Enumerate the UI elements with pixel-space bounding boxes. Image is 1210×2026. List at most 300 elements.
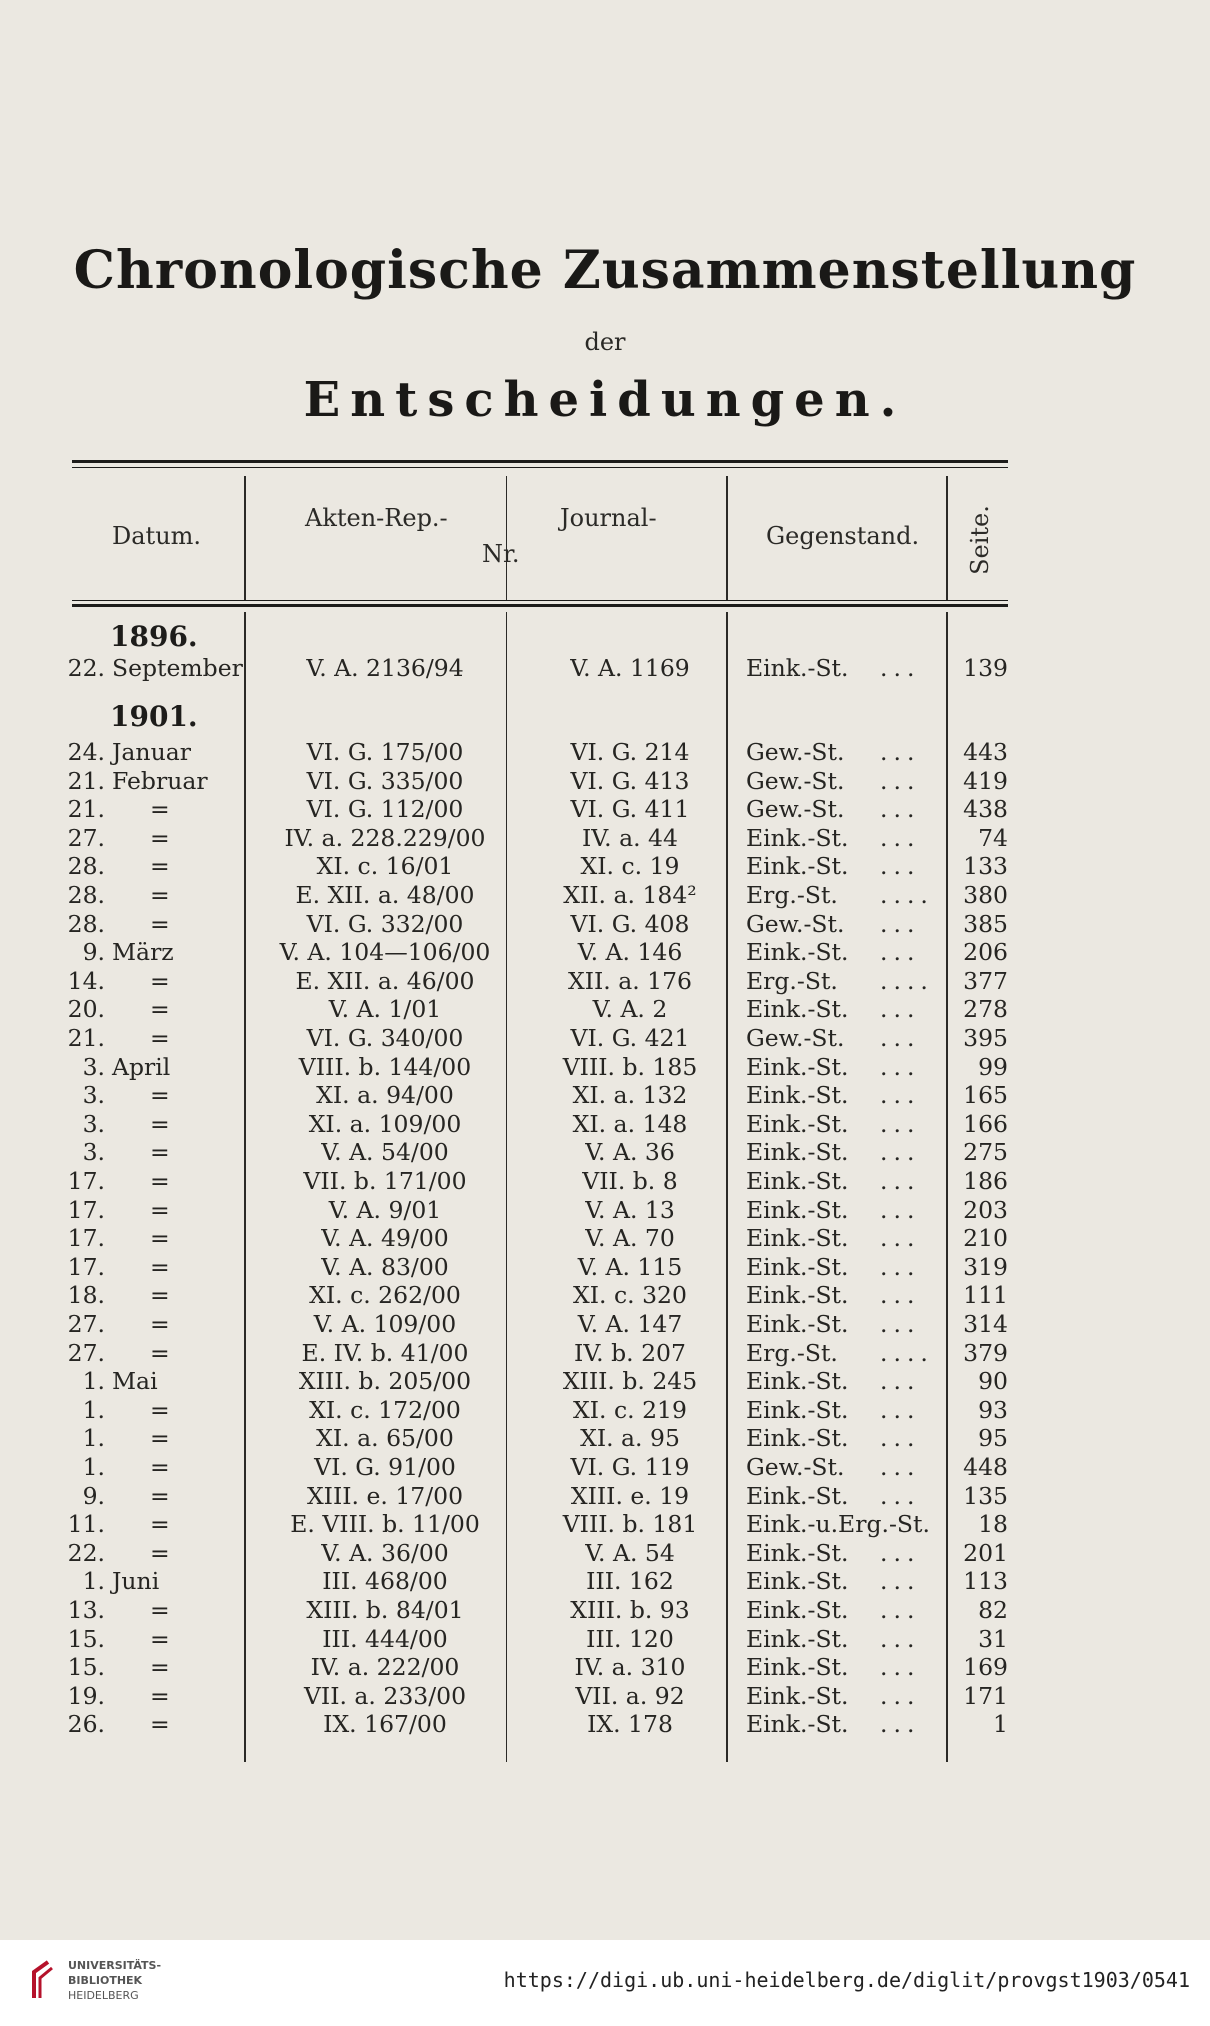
row-day: 3.	[82, 1052, 105, 1081]
row-gegenstand: Eink.-St.	[746, 1252, 849, 1281]
row-day: 21.	[67, 795, 105, 824]
row-day: 27.	[67, 1310, 105, 1338]
header-nr: Nr.	[482, 540, 520, 568]
row-akten-nr: XIII. b. 84/01	[306, 1596, 464, 1624]
row-month: =	[150, 995, 170, 1024]
row-akten-nr: XIII. e. 17/00	[306, 1481, 464, 1510]
row-gegenstand: Erg.-St.	[746, 1338, 838, 1367]
row-leader-dots: ...	[880, 852, 921, 881]
row-leader-dots: ...	[880, 766, 921, 795]
row-day: 1.	[82, 1424, 105, 1453]
table-row	[0, 1024, 1210, 1052]
row-journal-nr: V. A. 115	[577, 1252, 683, 1281]
row-journal-nr: VII. b. 8	[582, 1167, 678, 1195]
row-journal-nr: V. A. 1169	[570, 654, 690, 682]
header-journal: Journal-	[560, 504, 657, 532]
row-leader-dots: ...	[880, 795, 921, 824]
row-leader-dots: ...	[880, 1481, 921, 1510]
row-akten-nr: VI. G. 175/00	[306, 738, 464, 766]
row-gegenstand: Eink.-St.	[746, 1109, 849, 1138]
row-gegenstand: Erg.-St.	[746, 966, 838, 995]
row-day: 15.	[67, 1624, 105, 1653]
table-row	[0, 1081, 1210, 1109]
row-day: 22.	[67, 654, 105, 682]
row-gegenstand: Eink.-St.	[746, 654, 849, 682]
row-journal-nr: XI. a. 95	[580, 1424, 680, 1453]
row-gegenstand: Erg.-St.	[746, 881, 838, 909]
row-month: =	[150, 1510, 170, 1539]
row-month: =	[150, 966, 170, 995]
row-leader-dots: ....	[880, 881, 934, 909]
header-seite: Seite.	[966, 505, 994, 575]
row-month: =	[150, 1624, 170, 1653]
row-seite: 385	[963, 909, 1008, 938]
table-row	[0, 1396, 1210, 1424]
row-seite: 95	[978, 1424, 1008, 1453]
page-title: Chronologische Zusammenstellung	[73, 240, 1137, 301]
row-seite: 186	[963, 1167, 1008, 1195]
row-akten-nr: E. IV. b. 41/00	[301, 1338, 469, 1367]
row-leader-dots: ...	[880, 1195, 921, 1224]
row-leader-dots: ...	[880, 1681, 921, 1710]
row-journal-nr: XII. a. 184²	[563, 881, 697, 909]
row-leader-dots: ...	[880, 1596, 921, 1624]
table-row	[0, 1281, 1210, 1309]
row-journal-nr: VI. G. 119	[570, 1453, 690, 1481]
header-divider-2	[506, 476, 507, 600]
row-month: =	[150, 1252, 170, 1281]
row-seite: 203	[963, 1195, 1008, 1224]
header-datum: Datum.	[112, 522, 202, 550]
row-leader-dots: ...	[880, 1081, 921, 1110]
table-row	[0, 1453, 1210, 1481]
row-leader-dots: ...	[880, 1653, 921, 1682]
row-gegenstand: Eink.-St.	[746, 1710, 849, 1739]
row-day: 28.	[67, 909, 105, 938]
row-leader-dots: ...	[880, 1538, 921, 1567]
table-row	[0, 938, 1210, 966]
row-day: 3.	[82, 1138, 105, 1167]
row-gegenstand: Gew.-St.	[746, 795, 845, 824]
row-day: 3.	[82, 1081, 105, 1110]
row-akten-nr: XI. a. 109/00	[308, 1109, 462, 1138]
table-row	[0, 767, 1210, 795]
table-row	[0, 881, 1210, 909]
row-month: =	[150, 881, 170, 909]
row-month: April	[112, 1052, 171, 1081]
row-month: =	[150, 1481, 170, 1510]
row-journal-nr: VIII. b. 181	[562, 1510, 698, 1539]
row-month: =	[150, 1167, 170, 1195]
row-akten-nr: XI. c. 172/00	[309, 1395, 461, 1424]
row-leader-dots: ...	[880, 909, 921, 938]
row-gegenstand: Eink.-St.	[746, 1481, 849, 1510]
row-seite: 278	[963, 995, 1008, 1024]
row-month: =	[150, 1081, 170, 1110]
row-journal-nr: VI. G. 413	[570, 766, 690, 795]
row-akten-nr: XI. c. 16/01	[316, 852, 454, 881]
row-month: Juni	[112, 1567, 160, 1596]
row-day: 21.	[67, 1024, 105, 1052]
row-seite: 377	[963, 966, 1008, 995]
row-gegenstand: Eink.-St.	[746, 823, 849, 852]
row-journal-nr: IV. a. 44	[582, 823, 678, 852]
row-gegenstand: Eink.-St.	[746, 1424, 849, 1453]
year-1896: 1896.	[110, 620, 198, 653]
row-akten-nr: E. XII. a. 46/00	[295, 966, 475, 995]
row-seite: 133	[963, 852, 1008, 881]
row-month: =	[150, 1395, 170, 1424]
row-akten-nr: III. 468/00	[322, 1567, 448, 1596]
logo-line-3: HEIDELBERG	[68, 1989, 139, 2002]
row-journal-nr: VI. G. 214	[570, 738, 690, 766]
row-seite: 165	[963, 1081, 1008, 1110]
row-gegenstand: Eink.-St.	[746, 1567, 849, 1596]
row-gegenstand: Eink.-u.Erg.-St.	[746, 1510, 930, 1539]
row-gegenstand: Eink.-St.	[746, 1224, 849, 1253]
table-row	[0, 1710, 1210, 1738]
row-seite: 99	[978, 1052, 1008, 1081]
row-akten-nr: V. A. 104—106/00	[279, 938, 491, 967]
row-leader-dots: ...	[880, 1624, 921, 1653]
row-leader-dots: ...	[880, 1109, 921, 1138]
row-day: 28.	[67, 852, 105, 881]
row-akten-nr: V. A. 49/00	[321, 1224, 449, 1253]
row-seite: 380	[963, 881, 1008, 909]
row-journal-nr: VII. a. 92	[575, 1681, 685, 1710]
row-gegenstand: Eink.-St.	[746, 1596, 849, 1624]
row-gegenstand: Gew.-St.	[746, 1453, 845, 1481]
row-akten-nr: XI. c. 262/00	[309, 1281, 461, 1310]
row-journal-nr: XI. a. 148	[572, 1109, 688, 1138]
header-gegenstand: Gegenstand.	[766, 522, 920, 550]
row-month: =	[150, 1138, 170, 1167]
row-month: =	[150, 852, 170, 881]
row-leader-dots: ...	[880, 1052, 921, 1081]
row-akten-nr: VI. G. 335/00	[306, 766, 464, 795]
row-month: =	[150, 795, 170, 824]
row-gegenstand: Eink.-St.	[746, 1367, 849, 1396]
row-leader-dots: ....	[880, 966, 934, 995]
row-leader-dots: ...	[880, 1252, 921, 1281]
row-day: 27.	[67, 823, 105, 852]
row-leader-dots: ....	[880, 1338, 934, 1367]
row-leader-dots: ...	[880, 1395, 921, 1424]
row-akten-nr: V. A. 54/00	[321, 1138, 449, 1167]
row-gegenstand: Eink.-St.	[746, 1195, 849, 1224]
row-month: =	[150, 1710, 170, 1739]
row-akten-nr: V. A. 36/00	[321, 1538, 449, 1567]
header-divider-1	[244, 476, 246, 600]
row-day: 1.	[82, 1367, 105, 1396]
table-row	[0, 1625, 1210, 1653]
table-row	[0, 852, 1210, 880]
logo-line-2: BIBLIOTHEK	[68, 1974, 143, 1987]
row-seite: 448	[963, 1453, 1008, 1481]
row-month: =	[150, 1424, 170, 1453]
row-day: 28.	[67, 881, 105, 909]
row-gegenstand: Eink.-St.	[746, 1138, 849, 1167]
row-seite: 169	[963, 1653, 1008, 1682]
row-day: 24.	[67, 738, 105, 766]
row-seite: 201	[963, 1538, 1008, 1567]
row-journal-nr: XI. a. 132	[572, 1081, 688, 1110]
table-row	[0, 1367, 1210, 1395]
row-day: 1.	[82, 1567, 105, 1596]
table-row	[0, 1653, 1210, 1681]
row-day: 20.	[67, 995, 105, 1024]
row-journal-nr: V. A. 54	[585, 1538, 675, 1567]
row-day: 1.	[82, 1453, 105, 1481]
row-gegenstand: Eink.-St.	[746, 1653, 849, 1682]
row-seite: 113	[963, 1567, 1008, 1596]
table-row	[0, 824, 1210, 852]
row-journal-nr: V. A. 147	[577, 1310, 683, 1338]
row-seite: 419	[963, 766, 1008, 795]
row-journal-nr: VI. G. 408	[570, 909, 690, 938]
row-akten-nr: IV. a. 228.229/00	[284, 823, 486, 852]
row-leader-dots: ...	[880, 1224, 921, 1253]
row-day: 27.	[67, 1338, 105, 1367]
table-row	[0, 795, 1210, 823]
row-leader-dots: ...	[880, 995, 921, 1024]
row-journal-nr: XIII. b. 93	[570, 1596, 690, 1624]
row-month: =	[150, 823, 170, 852]
row-seite: 395	[963, 1024, 1008, 1052]
row-month: =	[150, 1310, 170, 1338]
year-1901: 1901.	[110, 700, 198, 733]
row-journal-nr: VIII. b. 185	[562, 1052, 698, 1081]
table-row	[0, 1539, 1210, 1567]
row-gegenstand: Eink.-St.	[746, 1624, 849, 1653]
row-seite: 206	[963, 938, 1008, 967]
row-journal-nr: III. 120	[586, 1624, 674, 1653]
row-seite: 210	[963, 1224, 1008, 1253]
row-month: =	[150, 1024, 170, 1052]
row-seite: 111	[963, 1281, 1008, 1310]
row-leader-dots: ...	[880, 654, 921, 682]
row-gegenstand: Eink.-St.	[746, 1681, 849, 1710]
row-seite: 443	[963, 738, 1008, 766]
row-journal-nr: IX. 178	[587, 1710, 673, 1739]
row-journal-nr: XIII. e. 19	[570, 1481, 690, 1510]
row-akten-nr: VI. G. 91/00	[314, 1453, 456, 1481]
row-gegenstand: Eink.-St.	[746, 1538, 849, 1567]
row-day: 14.	[67, 966, 105, 995]
row-day: 9.	[82, 938, 105, 967]
row-akten-nr: VII. a. 233/00	[303, 1681, 467, 1710]
row-seite: 93	[978, 1395, 1008, 1424]
row-akten-nr: V. A. 2136/94	[306, 654, 464, 682]
row-journal-nr: IV. a. 310	[574, 1653, 686, 1682]
row-gegenstand: Eink.-St.	[746, 995, 849, 1024]
table-row	[0, 1310, 1210, 1338]
table-row	[0, 995, 1210, 1023]
row-leader-dots: ...	[880, 1424, 921, 1453]
table-row	[0, 1482, 1210, 1510]
table-row	[0, 1138, 1210, 1166]
row-akten-nr: V. A. 9/01	[328, 1195, 442, 1224]
row-journal-nr: XII. a. 176	[567, 966, 693, 995]
table-row	[0, 1510, 1210, 1538]
row-seite: 379	[963, 1338, 1008, 1367]
row-month: =	[150, 1681, 170, 1710]
row-day: 3.	[82, 1109, 105, 1138]
row-day: 22.	[67, 1538, 105, 1567]
row-month: =	[150, 1538, 170, 1567]
row-journal-nr: VI. G. 411	[570, 795, 690, 824]
library-logo-icon	[30, 1958, 68, 2002]
row-journal-nr: V. A. 13	[585, 1195, 675, 1224]
row-day: 26.	[67, 1710, 105, 1739]
row-akten-nr: IV. a. 222/00	[310, 1653, 460, 1682]
row-leader-dots: ...	[880, 738, 921, 766]
table-row	[0, 1596, 1210, 1624]
row-journal-nr: XI. c. 320	[573, 1281, 687, 1310]
row-leader-dots: ...	[880, 1167, 921, 1195]
row-gegenstand: Eink.-St.	[746, 1052, 849, 1081]
row-akten-nr: E. VIII. b. 11/00	[290, 1510, 480, 1539]
row-journal-nr: VI. G. 421	[570, 1024, 690, 1052]
row-day: 15.	[67, 1653, 105, 1682]
row-month: =	[150, 1224, 170, 1253]
row-journal-nr: V. A. 70	[585, 1224, 675, 1253]
row-day: 17.	[67, 1167, 105, 1195]
row-seite: 90	[978, 1367, 1008, 1396]
row-leader-dots: ...	[880, 1024, 921, 1052]
row-akten-nr: V. A. 83/00	[321, 1252, 449, 1281]
table-row	[0, 1253, 1210, 1281]
row-seite: 31	[978, 1624, 1008, 1653]
row-leader-dots: ...	[880, 823, 921, 852]
row-day: 17.	[67, 1252, 105, 1281]
row-leader-dots: ...	[880, 1567, 921, 1596]
row-day: 17.	[67, 1224, 105, 1253]
row-month: September	[112, 654, 243, 682]
table-row	[0, 910, 1210, 938]
source-url-link[interactable]: https://digi.ub.uni-heidelberg.de/diglit/provgst1903/0541	[503, 1968, 1190, 1992]
row-leader-dots: ...	[880, 1710, 921, 1739]
table-row	[0, 1339, 1210, 1367]
row-gegenstand: Eink.-St.	[746, 1395, 849, 1424]
row-seite: 1	[993, 1710, 1008, 1739]
header-akten: Akten-Rep.-	[305, 504, 448, 532]
row-leader-dots: ...	[880, 1281, 921, 1310]
row-seite: 438	[963, 795, 1008, 824]
top-rule-thick	[72, 460, 1008, 463]
header-rule-thick	[72, 604, 1008, 607]
row-month: =	[150, 1653, 170, 1682]
row-day: 17.	[67, 1195, 105, 1224]
row-day: 11.	[67, 1510, 105, 1539]
table-row	[0, 1110, 1210, 1138]
row-seite: 275	[963, 1138, 1008, 1167]
row-gegenstand: Gew.-St.	[746, 1024, 845, 1052]
row-leader-dots: ...	[880, 1138, 921, 1167]
row-day: 13.	[67, 1596, 105, 1624]
row-akten-nr: VI. G. 112/00	[306, 795, 464, 824]
top-rule-thin	[72, 467, 1008, 468]
row-akten-nr: E. XII. a. 48/00	[295, 881, 475, 909]
table-row	[0, 654, 1210, 682]
row-month: März	[112, 938, 174, 967]
row-akten-nr: VIII. b. 144/00	[298, 1052, 472, 1081]
table-row	[0, 1167, 1210, 1195]
row-journal-nr: III. 162	[586, 1567, 674, 1596]
row-gegenstand: Eink.-St.	[746, 852, 849, 881]
row-akten-nr: XIII. b. 205/00	[298, 1367, 472, 1396]
row-seite: 135	[963, 1481, 1008, 1510]
row-journal-nr: V. A. 146	[577, 938, 683, 967]
table-row	[0, 1053, 1210, 1081]
row-akten-nr: V. A. 109/00	[313, 1310, 457, 1338]
row-leader-dots: ...	[880, 1453, 921, 1481]
row-day: 9.	[82, 1481, 105, 1510]
row-gegenstand: Gew.-St.	[746, 738, 845, 766]
row-day: 19.	[67, 1681, 105, 1710]
row-gegenstand: Eink.-St.	[746, 938, 849, 967]
row-akten-nr: VII. b. 171/00	[303, 1167, 467, 1195]
row-journal-nr: V. A. 2	[592, 995, 668, 1024]
table-row	[0, 1567, 1210, 1595]
row-journal-nr: XI. c. 19	[580, 852, 680, 881]
row-month: =	[150, 1596, 170, 1624]
row-seite: 139	[963, 654, 1008, 682]
row-gegenstand: Gew.-St.	[746, 909, 845, 938]
row-akten-nr: XI. a. 65/00	[316, 1424, 454, 1453]
page-subtitle: der	[584, 328, 626, 356]
footer-bar	[0, 1940, 1210, 2026]
row-gegenstand: Eink.-St.	[746, 1310, 849, 1338]
row-month: =	[150, 1281, 170, 1310]
row-akten-nr: V. A. 1/01	[328, 995, 442, 1024]
row-seite: 74	[978, 823, 1008, 852]
library-logo-text	[68, 1958, 161, 2003]
row-seite: 319	[963, 1252, 1008, 1281]
table-row	[0, 967, 1210, 995]
row-journal-nr: V. A. 36	[585, 1138, 675, 1167]
row-journal-nr: IV. b. 207	[574, 1338, 686, 1367]
row-month: =	[150, 1195, 170, 1224]
row-gegenstand: Eink.-St.	[746, 1081, 849, 1110]
row-gegenstand: Gew.-St.	[746, 766, 845, 795]
table-row	[0, 1682, 1210, 1710]
table-row	[0, 1224, 1210, 1252]
row-day: 18.	[67, 1281, 105, 1310]
row-gegenstand: Eink.-St.	[746, 1167, 849, 1195]
header-rule-thin	[72, 600, 1008, 601]
row-month: =	[150, 1109, 170, 1138]
row-akten-nr: III. 444/00	[322, 1624, 448, 1653]
row-month: Mai	[112, 1367, 158, 1396]
row-akten-nr: VI. G. 332/00	[306, 909, 464, 938]
row-journal-nr: XI. c. 219	[573, 1395, 687, 1424]
table-row	[0, 1424, 1210, 1452]
row-leader-dots: ...	[880, 938, 921, 967]
table-row	[0, 738, 1210, 766]
row-month: =	[150, 1453, 170, 1481]
row-day: 1.	[82, 1395, 105, 1424]
table-row	[0, 1196, 1210, 1224]
row-month: Februar	[112, 766, 208, 795]
row-month: =	[150, 909, 170, 938]
row-akten-nr: IX. 167/00	[323, 1710, 447, 1739]
row-seite: 171	[963, 1681, 1008, 1710]
row-month: =	[150, 1338, 170, 1367]
header-divider-3	[726, 476, 728, 600]
row-gegenstand: Eink.-St.	[746, 1281, 849, 1310]
row-month: Januar	[112, 738, 191, 766]
